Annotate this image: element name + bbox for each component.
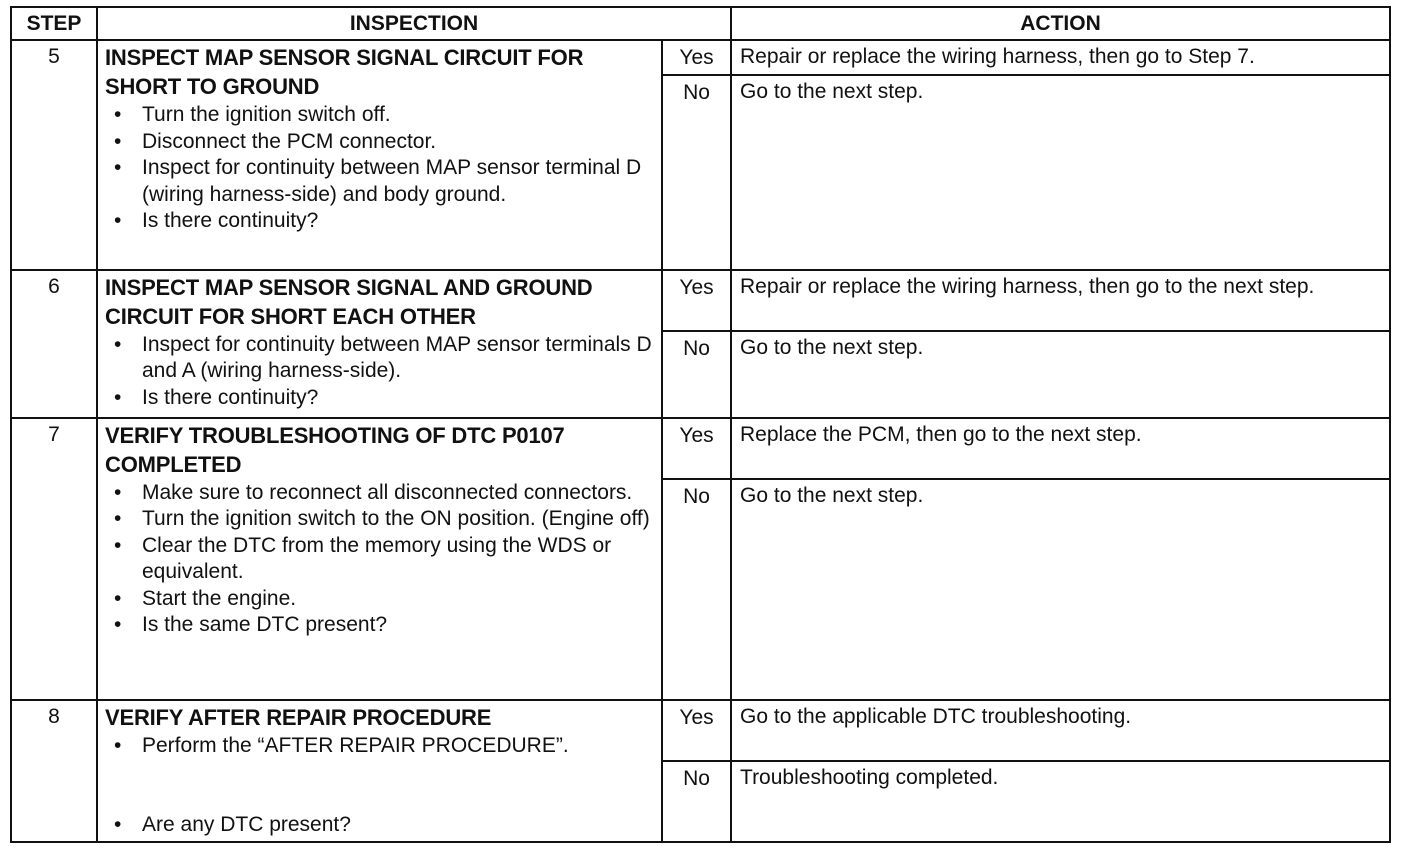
step-title: VERIFY AFTER REPAIR PROCEDURE xyxy=(105,704,492,730)
step-title: VERIFY TROUBLESHOOTING OF DTC P0107 COMPLETED xyxy=(105,422,565,477)
bullet-item: • Start the engine. xyxy=(105,586,653,613)
step-8-yes-row xyxy=(11,700,1390,761)
step-6-yes-row xyxy=(11,270,1390,331)
bullet-list xyxy=(105,480,653,639)
bullet-list xyxy=(105,812,653,839)
bullet-item: • Inspect for continuity between MAP sensor terminals D and A (wiring harness-side). xyxy=(105,332,653,385)
bullet-item: • Is the same DTC present? xyxy=(105,612,653,639)
header-action: ACTION xyxy=(731,7,1390,40)
no-action: Go to the next step. xyxy=(731,479,1390,700)
step-number: 5 xyxy=(11,40,97,270)
step-title: INSPECT MAP SENSOR SIGNAL CIRCUIT FOR SHORT TO GROUND xyxy=(105,45,584,100)
bullet-list xyxy=(105,102,653,235)
yes-action: Repair or replace the wiring harness, then go to the next step. xyxy=(731,270,1390,331)
bullet-list xyxy=(105,332,653,412)
yes-action: Repair or replace the wiring harness, then go to Step 7. xyxy=(731,40,1390,75)
bullet-item: • Turn the ignition switch off. xyxy=(105,102,653,129)
step-5-yes-row xyxy=(11,40,1390,75)
bullet-item: • Turn the ignition switch to the ON position. (Engine off) xyxy=(105,506,653,533)
no-action: Go to the next step. xyxy=(731,75,1390,269)
bullet-item: • Inspect for continuity between MAP sensor terminal D (wiring harness-side) and body ground. xyxy=(105,155,653,208)
step-5-inspection xyxy=(97,40,662,270)
yes-action: Go to the applicable DTC troubleshooting. xyxy=(731,700,1390,761)
yes-label: Yes xyxy=(662,40,731,75)
bullet-item: • Disconnect the PCM connector. xyxy=(105,129,653,156)
yes-label: Yes xyxy=(662,700,731,761)
bullet-list xyxy=(105,733,653,760)
header-inspection: INSPECTION xyxy=(97,7,731,40)
bullet-item: • Are any DTC present? xyxy=(105,812,653,839)
step-number: 6 xyxy=(11,270,97,418)
step-7-yes-row xyxy=(11,418,1390,479)
step-number: 7 xyxy=(11,418,97,700)
step-number: 8 xyxy=(11,700,97,842)
troubleshooting-table xyxy=(10,6,1391,843)
header-step: STEP xyxy=(11,7,97,40)
step-6-inspection xyxy=(97,270,662,418)
step-8-inspection xyxy=(97,700,662,842)
bullet-item: • Make sure to reconnect all disconnected connectors. xyxy=(105,480,653,507)
no-label: No xyxy=(662,75,731,269)
bullet-item: • Clear the DTC from the memory using the WDS or equivalent. xyxy=(105,533,653,586)
header-row xyxy=(11,7,1390,40)
yes-label: Yes xyxy=(662,418,731,479)
yes-action: Replace the PCM, then go to the next step. xyxy=(731,418,1390,479)
step-7-inspection xyxy=(97,418,662,700)
no-label: No xyxy=(662,761,731,842)
bullet-item: • Is there continuity? xyxy=(105,385,653,412)
no-action: Troubleshooting completed. xyxy=(731,761,1390,842)
bullet-item: • Perform the “AFTER REPAIR PROCEDURE”. xyxy=(105,733,653,760)
no-action: Go to the next step. xyxy=(731,331,1390,418)
bullet-item: • Is there continuity? xyxy=(105,208,653,235)
no-label: No xyxy=(662,331,731,418)
step-title: INSPECT MAP SENSOR SIGNAL AND GROUND CIRCUIT FOR SHORT EACH OTHER xyxy=(105,274,593,329)
yes-label: Yes xyxy=(662,270,731,331)
no-label: No xyxy=(662,479,731,700)
